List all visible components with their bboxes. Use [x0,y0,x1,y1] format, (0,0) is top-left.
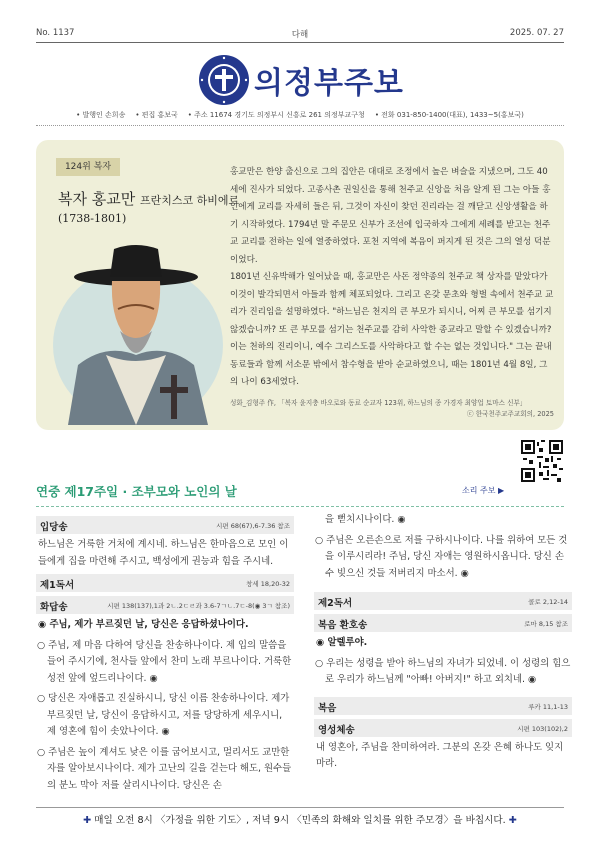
feature-tag: 124위 복자 [56,158,120,176]
scripture-ref: 루카 11,1-13 [528,702,568,711]
psalm-response: ◉ 주님, 제가 부르짖던 날, 당신은 응답하셨나이다. [38,619,249,630]
liturgical-cycle: 다해 [291,30,309,40]
section-divider [36,506,564,507]
psalm-header [36,596,294,614]
gospel-header [314,697,572,715]
diocese-logo-icon [198,54,250,106]
credit-artwork: 성화_김형주 作, 「복자 윤지충 바오로와 동료 순교자 123위, 하느님의 종 가경자 최양업 토마스 신부」 [230,399,527,407]
section-heading: 복음 [318,702,337,714]
publisher: • 발행인 손희송 [76,110,125,120]
scripture-ref: 시편 138(137),1과 2ㄴ.2ㄷㄹ과 3.6-7ㄱㄴ.7ㄷ-8(◉ 3ㄱ 참조) [107,602,290,610]
issue-number: No. 1137 [36,28,75,38]
psalm-verse: ○ 주님은 높이 계셔도 낮은 이를 굽어보시고, 멀리서도 교만한 자를 알아보시나이다. 제가 고난의 길을 걷는다 해도, 원수들의 분노 막아 저를 살리시나이다. 당신은 손 [37,746,292,791]
qr-code-icon[interactable] [521,440,563,482]
publication-title: 의정부주보 [254,66,404,101]
psalm-verse: ○ 주님은 오른손으로 저를 구하시나이다. 나를 위하여 모든 것을 이루시리라! 주님, 당신 자애는 영원하시옵니다. 당신 손수 빚으신 것들 저버리지 마소서. ◉ [315,534,568,579]
scripture-ref: 콜로 2,12-14 [528,598,568,606]
psalm-verse: ○ 당신은 자애롭고 진실하시니, 당신 이름 찬송하나이다. 제가 부르짖던 날, 당신이 응답하시고, 저를 당당하게 세우시니, 제 영혼에 힘이 솟았나이다. ◉ [37,693,290,737]
gospel-acclamation-header [314,614,572,632]
section-heading: 화답송 [40,602,68,613]
publisher-divider [36,125,564,126]
martyr-years: (1738-1801) [58,212,127,225]
psalm-verse-continued: 을 뻗치시나이다. ◉ [325,514,406,525]
section-heading: 제1독서 [40,580,75,591]
acclamation-verse: ○ 우리는 성령을 받아 하느님의 자녀가 되었네. 이 성령의 힘으로 우리가 하느님께 "아빠! 아버지!" 하고 외치네. ◉ [315,657,571,685]
audio-bulletin-link[interactable]: 소리 주보 ▶ [462,486,505,495]
feature-title [58,188,239,209]
scripture-ref: 시편 68(67),6-7.36 참조 [216,522,290,530]
martyr-portrait-image [48,235,228,425]
liturgy-left-column [36,512,294,798]
second-reading-header [314,592,572,610]
section-heading: 입당송 [40,522,68,533]
feature-story [230,164,554,392]
publisher-info [36,110,564,120]
section-heading: 복음 환호송 [318,620,368,631]
scripture-ref: 창세 18,20-32 [246,580,290,588]
footer-divider [36,807,564,808]
communion-antiphon-header [314,719,572,737]
top-divider [36,42,564,43]
cross-icon: ✚ [508,815,517,826]
editor: • 편집 홍보국 [135,110,177,120]
address: • 주소 11674 경기도 의정부시 신흥로 261 의정부교구청 [188,110,365,120]
footer-text: 매일 오전 8시 〈가정을 위한 기도〉, 저녁 9시 〈민족의 화해와 일치를 위한 주모경〉을 바칩시다. [94,815,506,826]
baptismal-name: 프란치스코 하비에르 [140,194,240,207]
image-credit [230,398,554,420]
communion-antiphon-text: 내 영혼아, 주님을 찬미하여라. 그분의 온갖 은혜 하나도 잊지 마라. [316,741,564,769]
cross-icon: ✚ [83,815,92,826]
issue-date: 2025. 07. 27 [509,28,564,38]
scripture-ref: 로마 8,15 참조 [524,620,568,628]
entrance-antiphon-text: 하느님은 거룩한 거처에 계시네. 하느님은 한마음으로 모인 이들에게 집을 마련해 주시고, 백성에게 권능과 힘을 주시네. [38,539,289,567]
section-heading: 영성체송 [318,724,355,736]
story-paragraph: 1801년 신유박해가 일어났을 때, 홍교만은 사돈 정약종의 천주교 책 상자를 맡았다가 이것이 발각되면서 아들과 함께 체포되었다. 그리고 온갖 문초와 형벌 속에서 천주교 교리가 진리임을 설명하였다. "하느님은 천지의 큰 부모가 되시니, 어찌 큰 부모를 섬기지 않겠습니까? 또 큰 부모를 섬기는 천주교를 감히 사악한 종교라고 말할 수 있겠습니까? 이는 천하의 진리이니, 예수 그리스도를 사악하다고 할 수는 없는 것입니다." 그는 끝내 동료들과 함께 서소문 밖에서 참수형을 받아 순교하였으니, 때는 1801년 4월 8일, 그의 나이 63세였다. [230,272,554,387]
phone: • 전화 031-850-1400(대표), 1433~5(홍보국) [375,110,524,120]
liturgy-right-column [314,512,572,777]
story-paragraph: 홍교만은 한양 출신으로 그의 집안은 대대로 조정에서 높은 벼슬을 지냈으며, 그도 40세에 진사가 되었다. 고종사촌 권일신을 통해 천주교 신앙을 처음 알게 된 그는 아들 홍인에게 교리를 자세히 들은 뒤, 그것이 자신이 찾던 진리라는 걸 깨닫고 신앙생활을 하기 시작하였다. 1794년 말 주문모 신부가 조선에 입국하자 그에게 세례를 받고는 천주교 교리를 전하는 일에 열중하였다. 포천 지역에 복음이 퍼지게 된 것은 그의 열성 덕분이었다. [230,167,551,265]
martyr-feature-card [36,140,564,430]
entrance-antiphon-header [36,516,294,534]
martyr-name: 복자 홍교만 [58,190,136,208]
masthead [0,54,600,110]
scripture-ref: 시편 103(102),2 [517,724,568,733]
section-heading: 제2독서 [318,598,353,609]
credit-copyright: ⓒ 한국천주교주교회의, 2025 [467,410,554,418]
acclamation-response: ◉ 알렐루야. [316,637,368,648]
prayer-footer [36,812,564,826]
issue-bar [36,28,564,42]
first-reading-header [36,574,294,592]
psalm-verse: ○ 주님, 제 마음 다하여 당신을 찬송하나이다. 제 입의 말씀을 들어 주시기에, 천사들 앞에서 찬미 노래 부르나이다. 거룩한 성전 앞에 엎드리나이다. ◉ [37,639,292,684]
sunday-title: 연중 제17주일 · 조부모와 노인의 날 [36,484,237,499]
